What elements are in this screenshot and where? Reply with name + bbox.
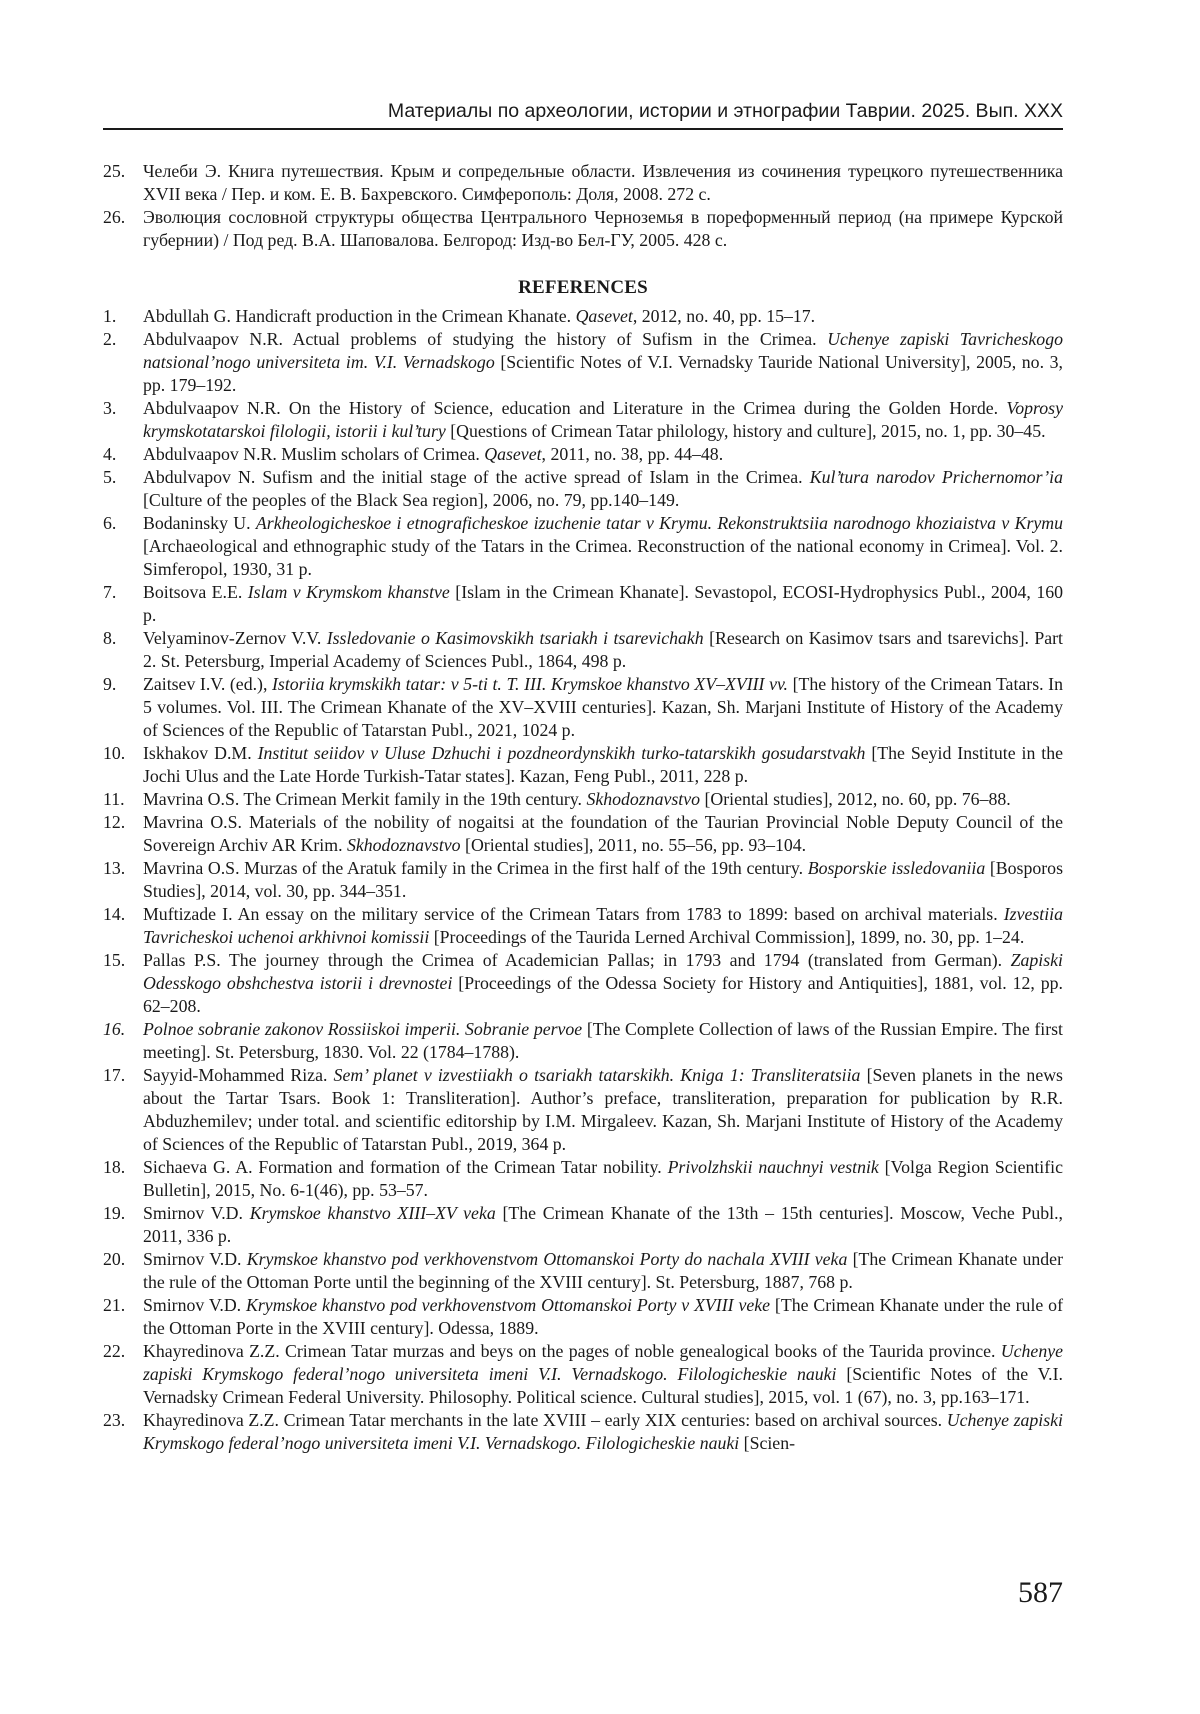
- running-header: Материалы по археологии, истории и этнографии Таврии. 2025. Вып. XXX: [387, 100, 1063, 122]
- reference-entry: [103, 160, 1063, 206]
- reference-text-segment: Mavrina O.S. Murzas of the Aratuk family in the Crimea in the first half of the 19th century.: [143, 858, 808, 878]
- reference-entry: [103, 857, 1063, 903]
- reference-text: [143, 512, 1063, 581]
- reference-number: 13.: [103, 858, 126, 878]
- reference-text-segment: [Questions of Crimean Tatar philology, history and culture], 2015, no. 1, pp. 30–45.: [445, 421, 1046, 441]
- reference-text-segment: Khayredinova Z.Z. Crimean Tatar murzas and beys on the pages of noble genealogical books of the Taurida province.: [143, 1341, 1001, 1361]
- reference-entry: [103, 305, 1063, 328]
- reference-text: [143, 466, 1063, 512]
- reference-text-segment: Abdulvaapov N.R. On the History of Science, education and Literature in the Crimea during the Golden Horde.: [143, 398, 1007, 418]
- reference-italic-title: Zapiski Odesskogo obshchestva istorii i drevnostei: [143, 950, 1063, 993]
- reference-number: 17.: [103, 1065, 126, 1085]
- header-rule: [103, 128, 1063, 130]
- reference-entry: [103, 627, 1063, 673]
- reference-italic-title: Istoriia krymskikh tatar: v 5-ti t. T. III. Krymskoe khanstvo XV–XVIII vv.: [272, 674, 788, 694]
- reference-text: [143, 1018, 1063, 1064]
- reference-number: 1.: [103, 306, 117, 326]
- reference-entry: [103, 673, 1063, 742]
- reference-entry: [103, 903, 1063, 949]
- reference-entry: [103, 581, 1063, 627]
- reference-number: 4.: [103, 444, 117, 464]
- reference-entry: [103, 512, 1063, 581]
- reference-italic-title: Uchenye zapiski Tavricheskogo natsional’nogo universiteta im. V.I. Vernadskogo: [143, 329, 1063, 372]
- reference-entry: [103, 1248, 1063, 1294]
- reference-text-segment: Pallas P.S. The journey through the Crimea of Academician Pallas; in 1793 and 1794 (translated from German).: [143, 950, 1011, 970]
- reference-text: [143, 328, 1063, 397]
- reference-number: 26.: [103, 207, 126, 227]
- reference-text: [143, 305, 1063, 328]
- reference-text-segment: [The Crimean Khanate under the rule of the Ottoman Porte in the XVIII century]. Odessa, 1889.: [143, 1295, 1063, 1338]
- reference-number: 10.: [103, 743, 126, 763]
- reference-text-segment: [The Complete Collection of laws of the Russian Empire. The first meeting]. St. Petersburg, 1830. Vol. 22 (1784–1788).: [143, 1019, 1063, 1062]
- reference-text-segment: Smirnov V.D.: [143, 1203, 250, 1223]
- reference-italic-title: Qasevet: [575, 306, 633, 326]
- reference-text-segment: Abdulvaapov N.R. Muslim scholars of Crimea.: [143, 444, 485, 464]
- reference-text-segment: Smirnov V.D.: [143, 1295, 247, 1315]
- reference-text-segment: Abdulvaapov N.R. Actual problems of studying the history of Sufism in the Crimea.: [143, 329, 828, 349]
- reference-entry: [103, 1409, 1063, 1455]
- reference-entry: [103, 466, 1063, 512]
- reference-text: [143, 1409, 1063, 1455]
- reference-text-segment: Mavrina O.S. The Crimean Merkit family in the 19th century.: [143, 789, 587, 809]
- reference-number: 21.: [103, 1295, 126, 1315]
- reference-italic-title: Sem’ planet v izvestiiakh o tsariakh tatarskikh. Kniga 1: Transliteratsiia: [333, 1065, 861, 1085]
- reference-number: 23.: [103, 1410, 126, 1430]
- reference-text-segment: [Scien-: [739, 1433, 796, 1453]
- reference-number: 18.: [103, 1157, 126, 1177]
- reference-entry: [103, 1018, 1063, 1064]
- reference-text-segment: Boitsova E.E.: [143, 582, 248, 602]
- reference-text-segment: [Seven planets in the news about the Tartar Tsars. Book 1: Transliteration]. Author’s preface, transliteration, preparation for publication by R.R. Abduzhemilev; under total. and scientific editorship by I.M. Mirgaleev. Kazan, Sh. Marjani Institute of History of the Academy of Sciences of the Republic of Tatarstan Publ., 2019, 364 p.: [143, 1065, 1063, 1154]
- reference-number: 14.: [103, 904, 126, 924]
- reference-italic-title: Krymskoe khanstvo pod verkhovenstvom Ottomanskoi Porty v XVIII veke: [246, 1295, 771, 1315]
- references-heading: REFERENCES: [518, 277, 648, 298]
- reference-text-segment: Челеби Э. Книга путешествия. Крым и сопредельные области. Извлечения из сочинения турецкого путешественника XVII века / Пер. и ком. Е. В. Бахревского. Симферополь: Доля, 2008. 272 с.: [143, 161, 1063, 204]
- reference-number: 22.: [103, 1341, 126, 1361]
- reference-text: [143, 1064, 1063, 1156]
- reference-text-segment: Bodaninsky U.: [143, 513, 256, 533]
- reference-text-segment: [Archaeological and ethnographic study of the Tatars in the Crimea. Reconstruction of the national economy in Crimea]. Vol. 2. Simferopol, 1930, 31 p.: [143, 536, 1063, 579]
- reference-text: [143, 443, 1063, 466]
- reference-text-segment: [The Crimean Khanate under the rule of the Ottoman Porte until the beginning of the XVIII century]. St. Petersburg, 1887, 768 p.: [143, 1249, 1063, 1292]
- reference-number: 11.: [103, 789, 125, 809]
- reference-italic-title: Qasevet: [484, 444, 542, 464]
- reference-number: 8.: [103, 628, 117, 648]
- reference-italic-title: Izvestiia Tavricheskoi uchenoi arkhivnoi komissii: [143, 904, 1063, 947]
- reference-entry: [103, 788, 1063, 811]
- reference-italic-title: Polnoe sobranie zakonov Rossiiskoi imperii. Sobranie pervoe: [143, 1019, 583, 1039]
- reference-text: [143, 1202, 1063, 1248]
- reference-text: [143, 1156, 1063, 1202]
- reference-number: 9.: [103, 674, 117, 694]
- reference-text-segment: [Islam in the Crimean Khanate]. Sevastopol, ECOSI-Hydrophysics Publ., 2004, 160 p.: [143, 582, 1063, 625]
- reference-text-segment: Sayyid-Mohammed Riza.: [143, 1065, 334, 1085]
- reference-text-segment: [The Crimean Khanate of the 13th – 15th centuries]. Moscow, Veche Publ., 2011, 336 p.: [143, 1203, 1063, 1246]
- reference-number: 3.: [103, 398, 117, 418]
- reference-number: 7.: [103, 582, 117, 602]
- reference-entry: [103, 742, 1063, 788]
- reference-italic-title: Kul’tura narodov Prichernomor’ia: [809, 467, 1063, 487]
- reference-text-segment: Эволюция сословной структуры общества Центрального Черноземья в пореформенный период (на примере Курской губернии) / Под ред. В.А. Шаповалова. Белгород: Изд-во Бел-ГУ, 2005. 428 с.: [143, 207, 1063, 250]
- reference-text: [143, 206, 1063, 252]
- reference-text-segment: [Scientific Notes of V.I. Vernadsky Tauride National University], 2005, no. 3, pp. 179–192.: [143, 352, 1064, 395]
- reference-number: 12.: [103, 812, 126, 832]
- reference-italic-title: Krymskoe khanstvo XIII–XV veka: [249, 1203, 496, 1223]
- reference-entry: [103, 328, 1063, 397]
- reference-text-segment: [Oriental studies], 2012, no. 60, pp. 76–88.: [700, 789, 1011, 809]
- reference-italic-title: Skhodoznavstvo: [346, 835, 461, 855]
- reference-text-segment: Zaitsev I.V. (ed.),: [143, 674, 272, 694]
- reference-entry: [103, 397, 1063, 443]
- reference-text-segment: Velyaminov-Zernov V.V.: [143, 628, 327, 648]
- reference-text: [143, 903, 1063, 949]
- reference-text-segment: Abdulvapov N. Sufism and the initial stage of the active spread of Islam in the Crimea.: [143, 467, 810, 487]
- reference-italic-title: Arkheologicheskoe i etnograficheskoe izuchenie tatar v Krymu. Rekonstruktsiia narodnogo khoziaistva v Krymu: [255, 513, 1063, 533]
- reference-text-segment: [Research on Kasimov tsars and tsarevichs]. Part 2. St. Petersburg, Imperial Academy of Sciences Publ., 1864, 498 p.: [143, 628, 1063, 671]
- reference-text: [143, 397, 1063, 443]
- reference-text: [143, 1248, 1063, 1294]
- reference-text-segment: Sichaeva G. A. Formation and formation of the Crimean Tatar nobility.: [143, 1157, 668, 1177]
- reference-text: [143, 742, 1063, 788]
- reference-number: 6.: [103, 513, 117, 533]
- reference-italic-title: Uchenye zapiski Krymskogo federal’nogo universiteta imeni V.I. Vernadskogo. Filologicheskie nauki: [143, 1341, 1063, 1384]
- reference-text-segment: [The history of the Crimean Tatars. In 5 volumes. Vol. III. The Crimean Khanate of the XV–XVIII centuries]. Kazan, Sh. Marjani Institute of History of the Academy of Sciences of the Republic of Tatarstan Publ., 2021, 1024 p.: [143, 674, 1063, 740]
- reference-text-segment: Khayredinova Z.Z. Crimean Tatar merchants in the late XVIII – early XIX centuries: based on archival sources.: [143, 1410, 947, 1430]
- reference-entry: [103, 1064, 1063, 1156]
- continued-reference-list: [103, 160, 1063, 252]
- reference-text-segment: [Scientific Notes of the V.I. Vernadsky Crimean Federal University. Philosophy. Political science. Cultural studies], 2015, vol. 1 (67), no. 3, pp.163–171.: [143, 1364, 1063, 1407]
- reference-text-segment: [Proceedings of the Odessa Society for History and Antiquities], 1881, vol. 12, pp. 62–208.: [143, 973, 1064, 1016]
- reference-text-segment: , 2012, no. 40, pp. 15–17.: [632, 306, 816, 326]
- reference-entry: [103, 1156, 1063, 1202]
- reference-text: [143, 581, 1063, 627]
- reference-text: [143, 627, 1063, 673]
- reference-entry: [103, 1294, 1063, 1340]
- reference-text-segment: [Oriental studies], 2011, no. 55–56, pp. 93–104.: [460, 835, 807, 855]
- reference-text-segment: Abdullah G. Handicraft production in the Crimean Khanate.: [143, 306, 576, 326]
- reference-italic-title: Islam v Krymskom khanstve: [247, 582, 450, 602]
- reference-text: [143, 811, 1063, 857]
- reference-text: [143, 857, 1063, 903]
- reference-italic-title: Krymskoe khanstvo pod verkhovenstvom Ottomanskoi Porty do nachala XVIII veka: [246, 1249, 848, 1269]
- reference-text-segment: [Volga Region Scientific Bulletin], 2015, No. 6-1(46), pp. 53–57.: [143, 1157, 1063, 1200]
- references-list: [103, 305, 1063, 1455]
- reference-entry: [103, 1202, 1063, 1248]
- page-number: 587: [1018, 1576, 1063, 1609]
- reference-text-segment: Iskhakov D.M.: [143, 743, 258, 763]
- reference-text-segment: [The Seyid Institute in the Jochi Ulus and the Late Horde Turkish-Tatar states]. Kazan, Feng Publ., 2011, 228 p.: [143, 743, 1064, 786]
- reference-number: 5.: [103, 467, 117, 487]
- reference-entry: [103, 949, 1063, 1018]
- reference-text-segment: [Proceedings of the Taurida Lerned Archival Commission], 1899, no. 30, pp. 1–24.: [429, 927, 1025, 947]
- reference-italic-title: Issledovanie o Kasimovskikh tsariakh i tsarevichakh: [326, 628, 704, 648]
- reference-text: [143, 1340, 1063, 1409]
- reference-number: 19.: [103, 1203, 126, 1223]
- reference-text: [143, 1294, 1063, 1340]
- reference-italic-title: Privolzhskii nauchnyi vestnik: [667, 1157, 879, 1177]
- reference-text-segment: Mavrina O.S. Materials of the nobility of nogaitsi at the foundation of the Taurian Provincial Noble Deputy Council of the Sovereign Archiv AR Krim.: [143, 812, 1063, 855]
- reference-italic-title: Uchenye zapiski Krymskogo federal’nogo universiteta imeni V.I. Vernadskogo. Filologicheskie nauki: [143, 1410, 1064, 1453]
- reference-text: [143, 673, 1063, 742]
- reference-entry: [103, 206, 1063, 252]
- reference-text-segment: [Bosporos Studies], 2014, vol. 30, pp. 344–351.: [143, 858, 1063, 901]
- reference-text-segment: Smirnov V.D.: [143, 1249, 247, 1269]
- reference-text: [143, 949, 1063, 1018]
- reference-text: [143, 160, 1063, 206]
- reference-number: 2.: [103, 329, 117, 349]
- reference-italic-title: Bosporskie issledovaniia: [807, 858, 986, 878]
- reference-number: 25.: [103, 161, 126, 181]
- reference-italic-title: Institut seiidov v Uluse Dzhuchi i pozdneordynskikh turko-tatarskikh gosudarstvakh: [257, 743, 866, 763]
- reference-number: 16.: [103, 1019, 126, 1039]
- reference-italic-title: Skhodoznavstvo: [586, 789, 701, 809]
- page-body: [103, 160, 1063, 1455]
- reference-number: 15.: [103, 950, 126, 970]
- reference-number: 20.: [103, 1249, 126, 1269]
- reference-entry: [103, 443, 1063, 466]
- reference-text-segment: , 2011, no. 38, pp. 44–48.: [541, 444, 724, 464]
- reference-text-segment: Muftizade I. An essay on the military service of the Crimean Tatars from 1783 to 1899: based on archival materials.: [143, 904, 1004, 924]
- reference-entry: [103, 811, 1063, 857]
- reference-entry: [103, 1340, 1063, 1409]
- reference-text: [143, 788, 1063, 811]
- reference-italic-title: Voprosy krymskotatarskoi filologii, istorii i kul’tury: [143, 398, 1063, 441]
- reference-text-segment: [Culture of the peoples of the Black Sea region], 2006, no. 79, pp.140–149.: [143, 490, 680, 510]
